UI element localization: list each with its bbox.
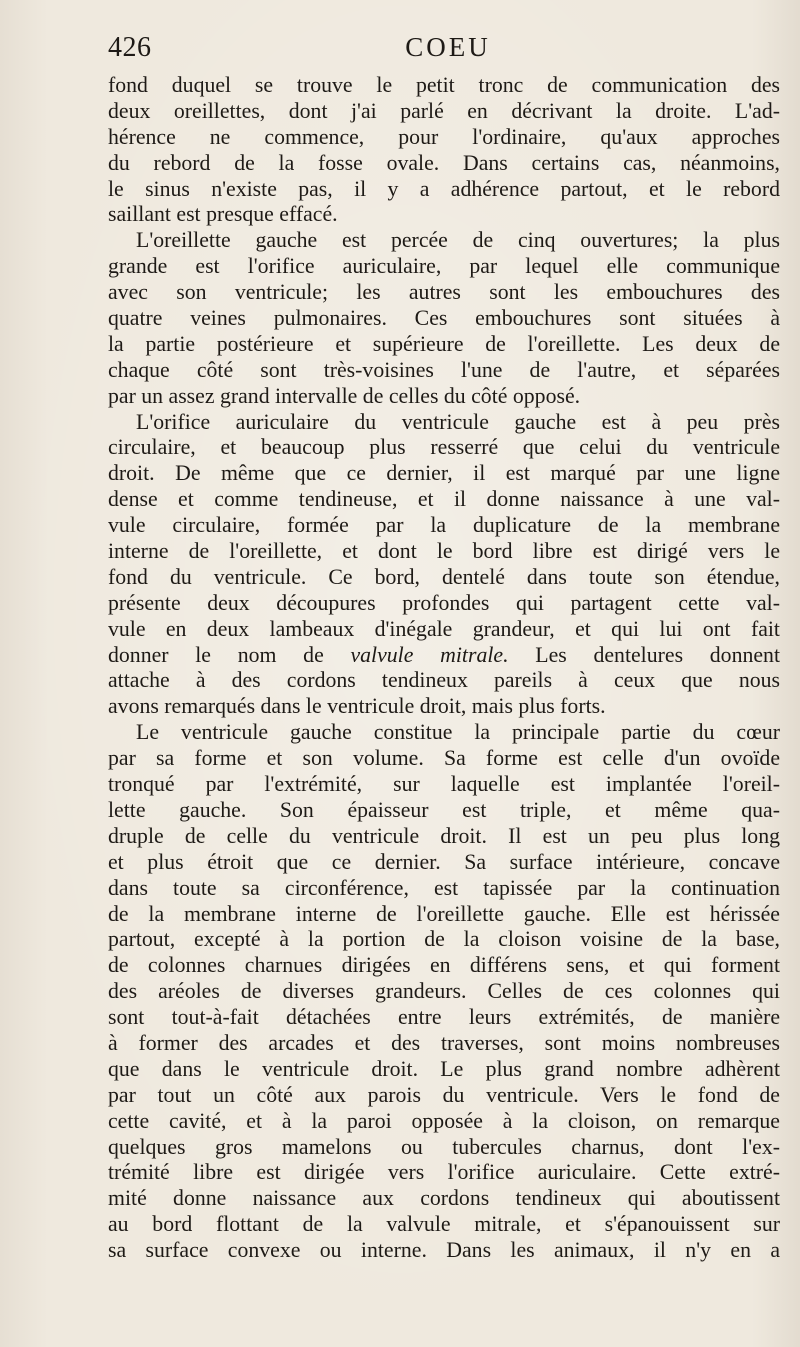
text-line: des aréoles de diverses grandeurs. Celles de ces colonnes qui xyxy=(108,979,780,1004)
text-line: par tout un côté aux parois du ventricule. Vers le fond de xyxy=(108,1082,780,1107)
paragraph-start-line: L'orifice auriculaire du ventricule gauche est à peu près xyxy=(136,409,780,434)
text-line: à former des arcades et des traverses, sont moins nombreuses xyxy=(108,1030,780,1055)
page-number: 426 xyxy=(108,32,152,63)
paragraph-start-line: L'oreillette gauche est percée de cinq ouvertures; la plus xyxy=(136,228,780,253)
text-line-with-italic xyxy=(108,643,780,669)
text-fragment: donner le nom de xyxy=(108,642,351,667)
text-line: tronqué par l'extrémité, sur laquelle est implantée l'oreil- xyxy=(108,772,780,797)
text-line: dense et comme tendineuse, et il donne naissance à une val- xyxy=(108,487,780,512)
text-line: droit. De même que ce dernier, il est marqué par une ligne xyxy=(108,461,780,486)
text-line: au bord flottant de la valvule mitrale, et s'épanouissent sur xyxy=(108,1212,780,1237)
text-line: quelques gros mamelons ou tubercules charnus, dont l'ex- xyxy=(108,1134,780,1159)
running-head: COEU xyxy=(405,32,491,62)
text-line: et plus étroit que ce dernier. Sa surface intérieure, concave xyxy=(108,849,780,874)
body-text xyxy=(108,73,780,1264)
text-line: druple de celle du ventricule droit. Il est un peu plus long xyxy=(108,823,780,848)
text-line: saillant est presque effacé. xyxy=(108,202,338,227)
text-line: sont tout-à-fait détachées entre leurs extrémités, de manière xyxy=(108,1005,780,1030)
text-line: grande est l'orifice auriculaire, par lequel elle communique xyxy=(108,254,780,279)
text-line: fond duquel se trouve le petit tronc de communication des xyxy=(108,73,780,97)
text-line: sa surface convexe ou interne. Dans les animaux, il n'y en a xyxy=(108,1238,780,1263)
text-line: mité donne naissance aux cordons tendineux qui aboutissent xyxy=(108,1186,780,1211)
text-line: la partie postérieure et supérieure de l'oreillette. Les deux de xyxy=(108,331,780,356)
text-line: interne de l'oreillette, et dont le bord libre est dirigé vers le xyxy=(108,539,780,564)
text-line: avons remarqués dans le ventricule droit, mais plus forts. xyxy=(108,694,606,719)
text-line: avec son ventricule; les autres sont les embouchures des xyxy=(108,280,780,305)
text-line: quatre veines pulmonaires. Ces embouchures sont situées à xyxy=(108,306,780,331)
text-line: cette cavité, et à la paroi opposée à la cloison, on remarque xyxy=(108,1108,780,1133)
text-fragment: Les dentelures donnent xyxy=(508,642,780,667)
text-line: partout, excepté à la portion de la cloison voisine de la base, xyxy=(108,927,780,952)
text-line: le sinus n'existe pas, il y a adhérence partout, et le rebord xyxy=(108,176,780,201)
text-line: trémité libre est dirigée vers l'orifice auriculaire. Cette extré- xyxy=(108,1160,780,1185)
paragraph-start-line: Le ventricule gauche constitue la principale partie du cœur xyxy=(136,720,780,745)
text-line: que dans le ventricule droit. Le plus grand nombre adhèrent xyxy=(108,1056,780,1081)
text-line: attache à des cordons tendineux pareils à ceux que nous xyxy=(108,668,780,693)
text-line: vule en deux lambeaux d'inégale grandeur, et qui lui ont fait xyxy=(108,616,780,641)
text-line: de colonnes charnues dirigées en différens sens, et qui forment xyxy=(108,953,780,978)
text-line: par sa forme et son volume. Sa forme est celle d'un ovoïde xyxy=(108,746,780,771)
text-line: lette gauche. Son épaisseur est triple, et même qua- xyxy=(108,797,780,822)
text-line: vule circulaire, formée par la duplicature de la membrane xyxy=(108,513,780,538)
text-line: dans toute sa circonférence, est tapissée par la continuation xyxy=(108,875,780,900)
text-line: hérence ne commence, pour l'ordinaire, qu'aux approches xyxy=(108,124,780,149)
text-line: présente deux découpures profondes qui partagent cette val- xyxy=(108,590,780,615)
text-line: par un assez grand intervalle de celles du côté opposé. xyxy=(108,383,581,408)
text-line: fond du ventricule. Ce bord, dentelé dans toute son étendue, xyxy=(108,564,780,589)
text-line: du rebord de la fosse ovale. Dans certains cas, néanmoins, xyxy=(108,150,780,175)
italic-term: valvule mitrale. xyxy=(350,642,509,667)
text-line: de la membrane interne de l'oreillette gauche. Elle est hérissée xyxy=(108,901,780,926)
text-line: circulaire, et beaucoup plus resserré que celui du ventricule xyxy=(108,435,780,460)
text-line: chaque côté sont très-voisines l'une de l'autre, et séparées xyxy=(108,357,780,382)
text-line: deux oreillettes, dont j'ai parlé en décrivant la droite. L'ad- xyxy=(108,98,780,123)
page-header xyxy=(108,32,768,72)
